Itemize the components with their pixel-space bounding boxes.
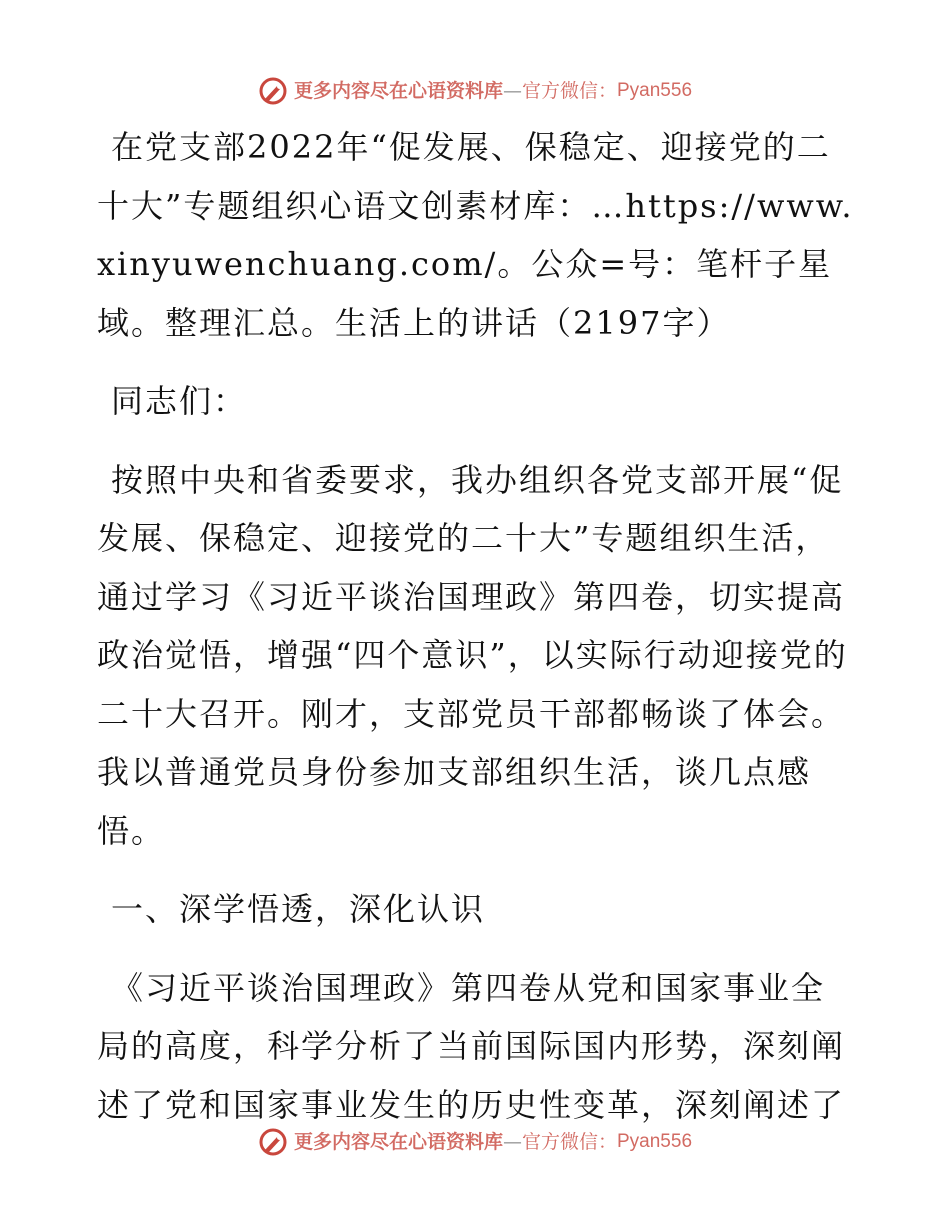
salutation: 同志们： [111, 382, 248, 420]
pen-logo-icon [258, 1127, 288, 1157]
watermark-separator: — [502, 80, 522, 102]
intro-paragraph: 在党支部2022年“促发展、保稳定、迎接党的二十大”专题组织心语文创素材库：…https://www.xinyuwenchuang.com/。公众=号：笔杆子星域。整理汇总。生活上的讲话（2197字） [97, 128, 854, 342]
watermark-separator: — [502, 1131, 522, 1153]
watermark-sub-text: 官方微信： [521, 1131, 617, 1153]
watermark-main-text: 更多内容尽在心语资料库 [293, 80, 503, 102]
watermark-sub-text: 官方微信： [521, 80, 617, 102]
header-watermark [0, 76, 950, 106]
footer-watermark [0, 1127, 950, 1157]
watermark-wechat-id: Pyan556 [617, 80, 693, 101]
section-heading: 一、深学悟透，深化认识 [111, 890, 486, 928]
body-paragraph: 《习近平谈治国理政》第四卷从党和国家事业全局的高度，科学分析了当前国际国内形势，深刻阐述了党和国家事业发生的历史性变革，深刻阐述了 [97, 968, 846, 1124]
body-paragraph: 按照中央和省委要求，我办组织各党支部开展“促发展、保稳定、迎接党的二十大”专题组织生活，通过学习《习近平谈治国理政》第四卷，切实提高政治觉悟，增强“四个意识”，以实际行动迎接党的二十大召开。刚才，支部党员干部都畅谈了体会。我以普通党员身份参加支部组织生活，谈几点感悟。 [97, 460, 848, 850]
watermark-wechat-id: Pyan556 [617, 1131, 693, 1152]
document-body [97, 118, 857, 1154]
pen-logo-icon [258, 76, 288, 106]
watermark-main-text: 更多内容尽在心语资料库 [293, 1131, 503, 1153]
